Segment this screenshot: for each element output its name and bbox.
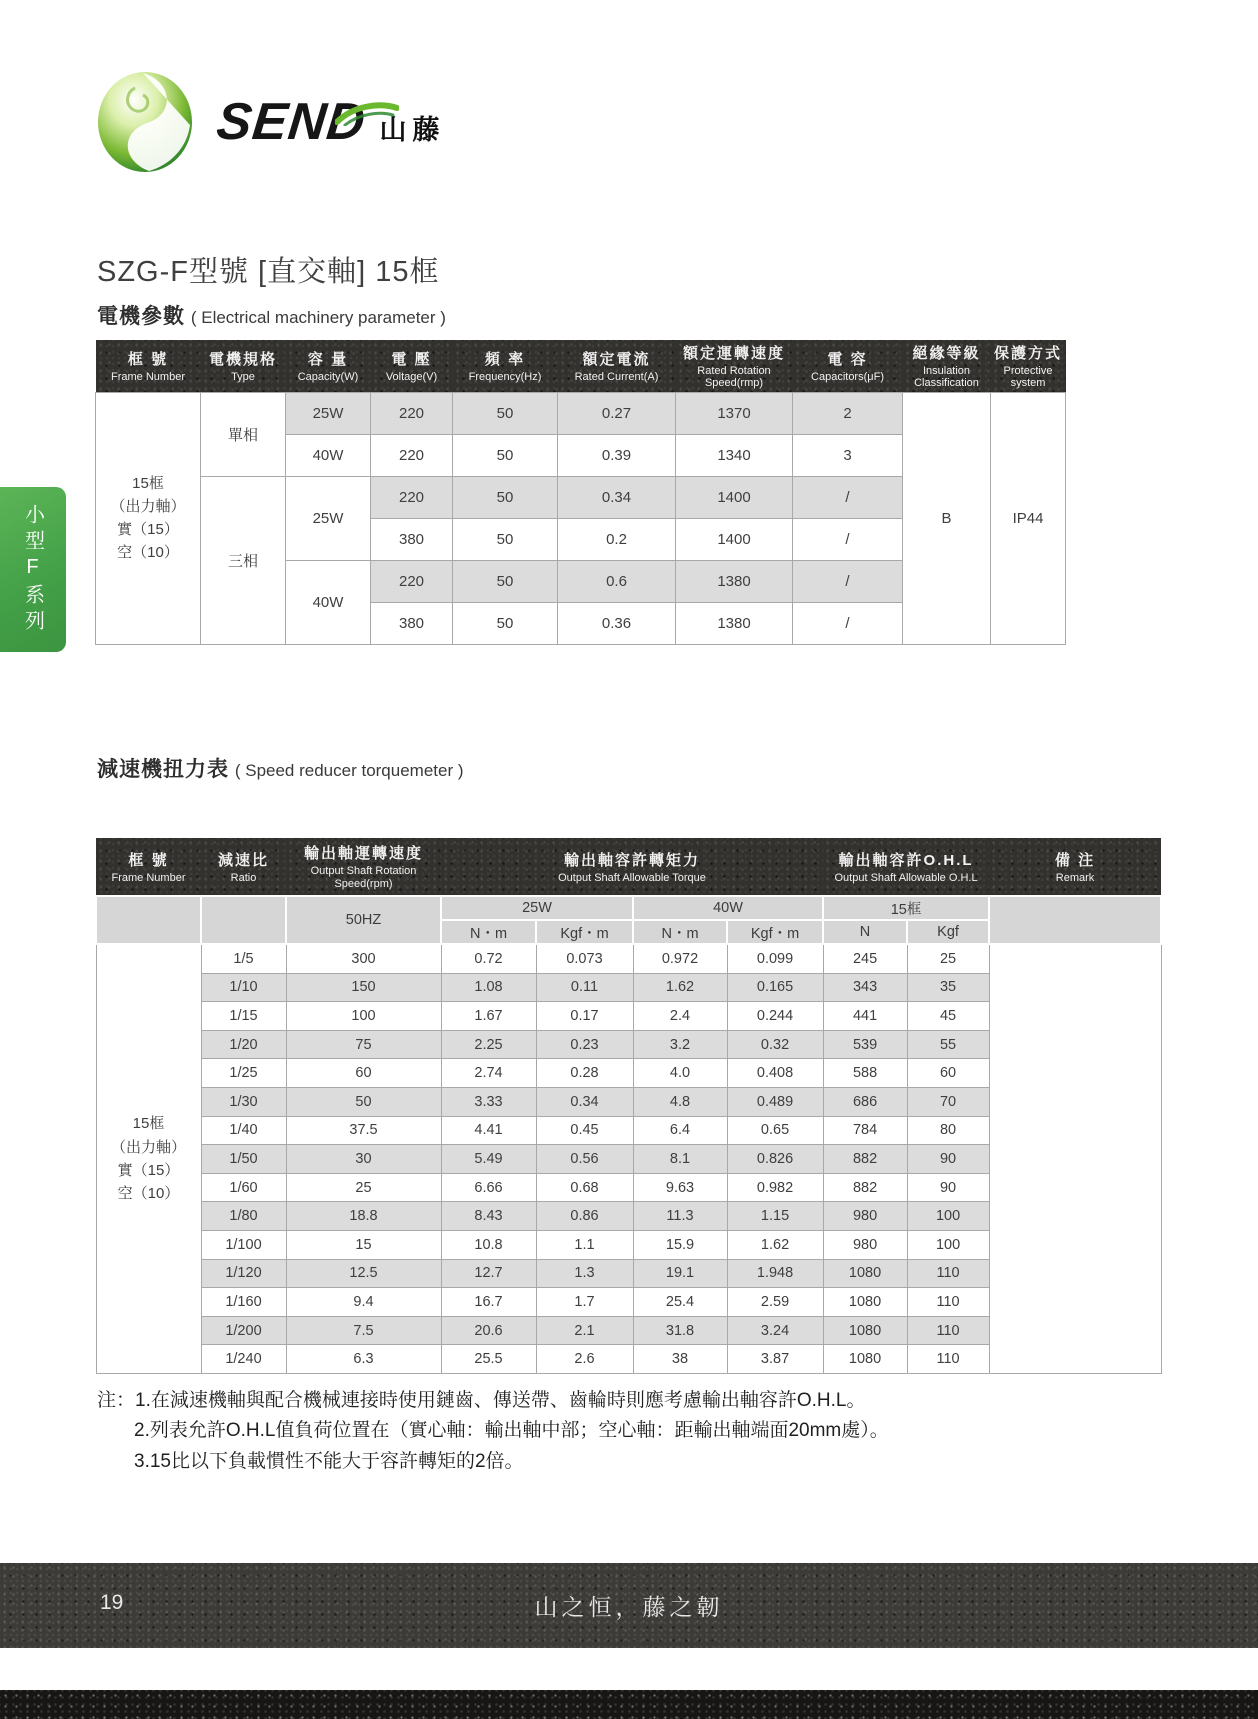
table-cell: 9.4 xyxy=(286,1288,441,1317)
table-cell: 2 xyxy=(793,392,903,434)
leaf-swish-icon xyxy=(335,100,399,126)
table-cell: 1380 xyxy=(676,602,793,644)
table-cell: 10.8 xyxy=(441,1230,536,1259)
unit-kgf: Kgf xyxy=(907,920,989,944)
table-cell: 1080 xyxy=(823,1288,907,1317)
table-cell: 80 xyxy=(907,1116,989,1145)
table-cell: 0.408 xyxy=(727,1059,823,1088)
table-cell: 單相 xyxy=(201,392,286,476)
table-cell: 37.5 xyxy=(286,1116,441,1145)
table-cell: 0.972 xyxy=(633,944,727,973)
series-side-tab-label: 小型F系列 xyxy=(21,503,44,636)
table-cell: 60 xyxy=(907,1059,989,1088)
table-cell: 20.6 xyxy=(441,1316,536,1345)
table-cell: 0.65 xyxy=(727,1116,823,1145)
table-cell: 1080 xyxy=(823,1316,907,1345)
table-cell: 1400 xyxy=(676,476,793,518)
table-cell: 3.87 xyxy=(727,1345,823,1374)
col-capacity: 容 量 Capacity(W) xyxy=(286,340,371,392)
table-cell: 50 xyxy=(286,1087,441,1116)
table-cell: 75 xyxy=(286,1030,441,1059)
section2-title-en: ( Speed reducer torquemeter ) xyxy=(234,761,464,780)
table-cell: 1/10 xyxy=(201,973,286,1002)
table-cell: 784 xyxy=(823,1116,907,1145)
table-cell: 11.3 xyxy=(633,1202,727,1231)
table-cell: 90 xyxy=(907,1145,989,1174)
subheader-ratio-empty xyxy=(201,896,286,944)
table-cell: 245 xyxy=(823,944,907,973)
table-cell: 2.25 xyxy=(441,1030,536,1059)
table-cell: 1/80 xyxy=(201,1202,286,1231)
subheader-25w: 25W xyxy=(441,896,633,920)
table-cell: 110 xyxy=(907,1259,989,1288)
table-cell: 1.3 xyxy=(536,1259,633,1288)
table-cell: 3 xyxy=(793,434,903,476)
table-cell: / xyxy=(793,476,903,518)
col-ratio: 減速比 Ratio xyxy=(201,838,286,896)
table-cell: 1/25 xyxy=(201,1059,286,1088)
table-cell: 25W xyxy=(286,476,371,560)
table-cell: 1/240 xyxy=(201,1345,286,1374)
motor-table-header-row xyxy=(96,340,1066,392)
unit-kgfm-40w: Kgf・m xyxy=(727,920,823,944)
table-cell: 0.34 xyxy=(536,1087,633,1116)
table-cell: 110 xyxy=(907,1288,989,1317)
electrical-parameter-table xyxy=(95,340,1066,645)
col-remark: 備 注 Remark xyxy=(989,838,1161,896)
note-line-3: 3.15比以下負載慣性不能大于容許轉矩的2倍。 xyxy=(134,1450,524,1472)
torque-subheader-row-1 xyxy=(96,896,1161,920)
table-cell: 1/60 xyxy=(201,1173,286,1202)
table-cell: 1400 xyxy=(676,518,793,560)
unit-nm-40w: N・m xyxy=(633,920,727,944)
table-cell: 50 xyxy=(453,518,558,560)
table-cell: 30 xyxy=(286,1145,441,1174)
footer-slogan: 山之恒，藤之韌 xyxy=(534,1594,724,1620)
table-cell: 25.4 xyxy=(633,1288,727,1317)
page-title: SZG-F型號 [直交軸] 15框 xyxy=(97,256,440,288)
col-frame-number: 框 號 Frame Number xyxy=(96,340,201,392)
table-cell: 45 xyxy=(907,1002,989,1031)
table-cell: 50 xyxy=(453,434,558,476)
note-line-2: 2.列表允許O.H.L值負荷位置在（實心軸：輸出軸中部；空心軸：距輸出軸端面20mm處）。 xyxy=(134,1420,889,1442)
table-cell: 16.7 xyxy=(441,1288,536,1317)
table-cell: 25W xyxy=(286,392,371,434)
table-cell: 380 xyxy=(371,602,453,644)
table-cell: 25.5 xyxy=(441,1345,536,1374)
table-cell: 441 xyxy=(823,1002,907,1031)
table-cell: 55 xyxy=(907,1030,989,1059)
table-cell: 1380 xyxy=(676,560,793,602)
table-cell: 0.073 xyxy=(536,944,633,973)
table-cell: 380 xyxy=(371,518,453,560)
table-cell: 6.3 xyxy=(286,1345,441,1374)
table-cell: 8.1 xyxy=(633,1145,727,1174)
table-cell: 35 xyxy=(907,973,989,1002)
table-cell: 1.1 xyxy=(536,1230,633,1259)
col-frequency: 頻 率 Frequency(Hz) xyxy=(453,340,558,392)
table-cell: 0.27 xyxy=(558,392,676,434)
table-cell: 1.67 xyxy=(441,1002,536,1031)
table-row xyxy=(96,392,1066,434)
section1-title-en: ( Electrical machinery parameter ) xyxy=(190,308,446,327)
table-cell: 50 xyxy=(453,602,558,644)
table-cell: 1.15 xyxy=(727,1202,823,1231)
table-cell: 0.86 xyxy=(536,1202,633,1231)
table-cell: 588 xyxy=(823,1059,907,1088)
table-cell: / xyxy=(793,602,903,644)
frame-cell: 15框 （出力軸） 實（15） 空（10） xyxy=(96,944,201,1373)
table-cell: 1/15 xyxy=(201,1002,286,1031)
table-cell: 0.45 xyxy=(536,1116,633,1145)
table-cell: 0.489 xyxy=(727,1087,823,1116)
col-allowable-ohl: 輸出軸容許O.H.L Output Shaft Allowable O.H.L xyxy=(823,838,989,896)
table-row xyxy=(96,944,1161,973)
subheader-50hz: 50HZ xyxy=(286,896,441,944)
table-cell: 0.6 xyxy=(558,560,676,602)
table-cell: 1/20 xyxy=(201,1030,286,1059)
table-cell: 4.0 xyxy=(633,1059,727,1088)
unit-n: N xyxy=(823,920,907,944)
table-cell: 882 xyxy=(823,1145,907,1174)
table-cell: 100 xyxy=(907,1202,989,1231)
table-cell: 100 xyxy=(286,1002,441,1031)
table-cell: 0.39 xyxy=(558,434,676,476)
table-cell: 1/100 xyxy=(201,1230,286,1259)
table-cell: 110 xyxy=(907,1316,989,1345)
table-cell: 1080 xyxy=(823,1259,907,1288)
table-cell: 2.1 xyxy=(536,1316,633,1345)
table-cell: 1080 xyxy=(823,1345,907,1374)
table-cell: 50 xyxy=(453,392,558,434)
table-cell: 1.7 xyxy=(536,1288,633,1317)
table-cell: 1/120 xyxy=(201,1259,286,1288)
series-side-tab xyxy=(0,487,66,652)
table-cell: 1.62 xyxy=(633,973,727,1002)
table-cell: 2.6 xyxy=(536,1345,633,1374)
section2-title-cn: 減速機扭力表 xyxy=(97,758,229,781)
table-cell: 1.948 xyxy=(727,1259,823,1288)
table-cell: 50 xyxy=(453,560,558,602)
table-cell: 0.23 xyxy=(536,1030,633,1059)
table-cell: 1/50 xyxy=(201,1145,286,1174)
table-cell: 0.28 xyxy=(536,1059,633,1088)
table-cell: 1340 xyxy=(676,434,793,476)
bottom-decor-strip xyxy=(0,1690,1258,1719)
brand-wordmark: SEND xyxy=(213,93,369,151)
table-cell: 60 xyxy=(286,1059,441,1088)
table-cell: 18.8 xyxy=(286,1202,441,1231)
subheader-15frame: 15框 xyxy=(823,896,989,920)
table-cell: 0.244 xyxy=(727,1002,823,1031)
table-cell: 1370 xyxy=(676,392,793,434)
table-cell: / xyxy=(793,560,903,602)
table-cell: 0.56 xyxy=(536,1145,633,1174)
table-cell: 2.4 xyxy=(633,1002,727,1031)
table-cell: 220 xyxy=(371,434,453,476)
table-cell: 25 xyxy=(286,1173,441,1202)
table-cell: 15 xyxy=(286,1230,441,1259)
table-cell: 0.2 xyxy=(558,518,676,560)
footer-bar xyxy=(0,1563,1258,1648)
note-label: 注： xyxy=(97,1390,136,1411)
col-rated-current: 額定電流 Rated Current(A) xyxy=(558,340,676,392)
col-type: 電機規格 Type xyxy=(201,340,286,392)
table-cell: 110 xyxy=(907,1345,989,1374)
page-number: 19 xyxy=(100,1591,124,1614)
table-cell: 0.11 xyxy=(536,973,633,1002)
table-cell: 1.08 xyxy=(441,973,536,1002)
torque-table xyxy=(95,838,1162,1374)
section1-title-cn: 電機參數 xyxy=(97,305,185,328)
table-cell: 25 xyxy=(907,944,989,973)
section-heading-electrical xyxy=(97,300,446,330)
table-cell: 220 xyxy=(371,476,453,518)
table-cell: 1.62 xyxy=(727,1230,823,1259)
table-cell: 0.32 xyxy=(727,1030,823,1059)
table-cell: 5.49 xyxy=(441,1145,536,1174)
col-insulation: 絕緣等級 Insulation Classification xyxy=(903,340,991,392)
table-cell: B xyxy=(903,392,991,644)
subheader-frame-empty xyxy=(96,896,201,944)
col-frame-number: 框 號 Frame Number xyxy=(96,838,201,896)
torque-table-body xyxy=(96,944,1161,1373)
table-cell: / xyxy=(793,518,903,560)
torque-table-header-row xyxy=(96,838,1161,896)
table-cell: 4.8 xyxy=(633,1087,727,1116)
table-cell: 6.66 xyxy=(441,1173,536,1202)
table-cell: 12.7 xyxy=(441,1259,536,1288)
table-cell: 980 xyxy=(823,1202,907,1231)
table-cell: 3.24 xyxy=(727,1316,823,1345)
table-cell: 9.63 xyxy=(633,1173,727,1202)
table-cell: 100 xyxy=(907,1230,989,1259)
table-cell: 50 xyxy=(453,476,558,518)
table-cell: 0.36 xyxy=(558,602,676,644)
table-cell: 539 xyxy=(823,1030,907,1059)
table-cell: 8.43 xyxy=(441,1202,536,1231)
col-capacitors: 電 容 Capacitors(μF) xyxy=(793,340,903,392)
table-cell: 1/200 xyxy=(201,1316,286,1345)
remark-cell xyxy=(989,944,1161,1373)
table-cell: 0.17 xyxy=(536,1002,633,1031)
table-cell: 0.099 xyxy=(727,944,823,973)
table-cell: 70 xyxy=(907,1087,989,1116)
subheader-40w: 40W xyxy=(633,896,823,920)
table-cell: 1/5 xyxy=(201,944,286,973)
table-cell: 6.4 xyxy=(633,1116,727,1145)
table-cell: 3.2 xyxy=(633,1030,727,1059)
subheader-remark-empty xyxy=(989,896,1161,944)
motor-table-body xyxy=(96,392,1066,644)
table-cell: 19.1 xyxy=(633,1259,727,1288)
col-voltage: 電 壓 Voltage(V) xyxy=(371,340,453,392)
table-cell: 0.165 xyxy=(727,973,823,1002)
brand-chinese: 山藤 xyxy=(379,115,446,145)
col-protection: 保護方式 Protective system xyxy=(991,340,1066,392)
table-cell: 0.826 xyxy=(727,1145,823,1174)
table-cell: 7.5 xyxy=(286,1316,441,1345)
table-cell: 220 xyxy=(371,560,453,602)
unit-nm-25w: N・m xyxy=(441,920,536,944)
unit-kgfm-25w: Kgf・m xyxy=(536,920,633,944)
footnotes xyxy=(97,1386,889,1477)
table-cell: 90 xyxy=(907,1173,989,1202)
globe-elephant-icon xyxy=(95,70,195,174)
table-cell: 40W xyxy=(286,434,371,476)
table-cell: 0.72 xyxy=(441,944,536,973)
table-cell: 300 xyxy=(286,944,441,973)
note-line-1: 注：1.在減速機軸與配合機械連接時使用鏈齒、傳送帶、齒輪時則應考慮輸出軸容許O.H.L。 xyxy=(97,1390,866,1411)
table-cell: 686 xyxy=(823,1087,907,1116)
table-cell: 1/30 xyxy=(201,1087,286,1116)
table-cell: 15.9 xyxy=(633,1230,727,1259)
col-allowable-torque: 輸出軸容許轉矩力 Output Shaft Allowable Torque xyxy=(441,838,823,896)
table-cell: 1/40 xyxy=(201,1116,286,1145)
table-cell: 3.33 xyxy=(441,1087,536,1116)
table-cell: 220 xyxy=(371,392,453,434)
table-cell: 882 xyxy=(823,1173,907,1202)
table-cell: 2.59 xyxy=(727,1288,823,1317)
table-cell: 343 xyxy=(823,973,907,1002)
table-cell: 980 xyxy=(823,1230,907,1259)
table-cell: 31.8 xyxy=(633,1316,727,1345)
table-cell: 40W xyxy=(286,560,371,644)
table-cell: 4.41 xyxy=(441,1116,536,1145)
col-output-speed: 輸出軸運轉速度 Output Shaft Rotation Speed(rpm) xyxy=(286,838,441,896)
table-cell: 0.68 xyxy=(536,1173,633,1202)
table-cell: 38 xyxy=(633,1345,727,1374)
table-cell: 0.34 xyxy=(558,476,676,518)
table-cell: 150 xyxy=(286,973,441,1002)
logo xyxy=(95,70,445,174)
table-cell: IP44 xyxy=(991,392,1066,644)
section-heading-torque xyxy=(97,753,464,783)
table-cell: 0.982 xyxy=(727,1173,823,1202)
table-cell: 1/160 xyxy=(201,1288,286,1317)
table-cell: 12.5 xyxy=(286,1259,441,1288)
table-cell: 三相 xyxy=(201,476,286,644)
table-cell: 2.74 xyxy=(441,1059,536,1088)
frame-cell: 15框 （出力軸） 實（15） 空（10） xyxy=(96,392,201,644)
col-rated-speed: 額定運轉速度 Rated Rotation Speed(rmp) xyxy=(676,340,793,392)
